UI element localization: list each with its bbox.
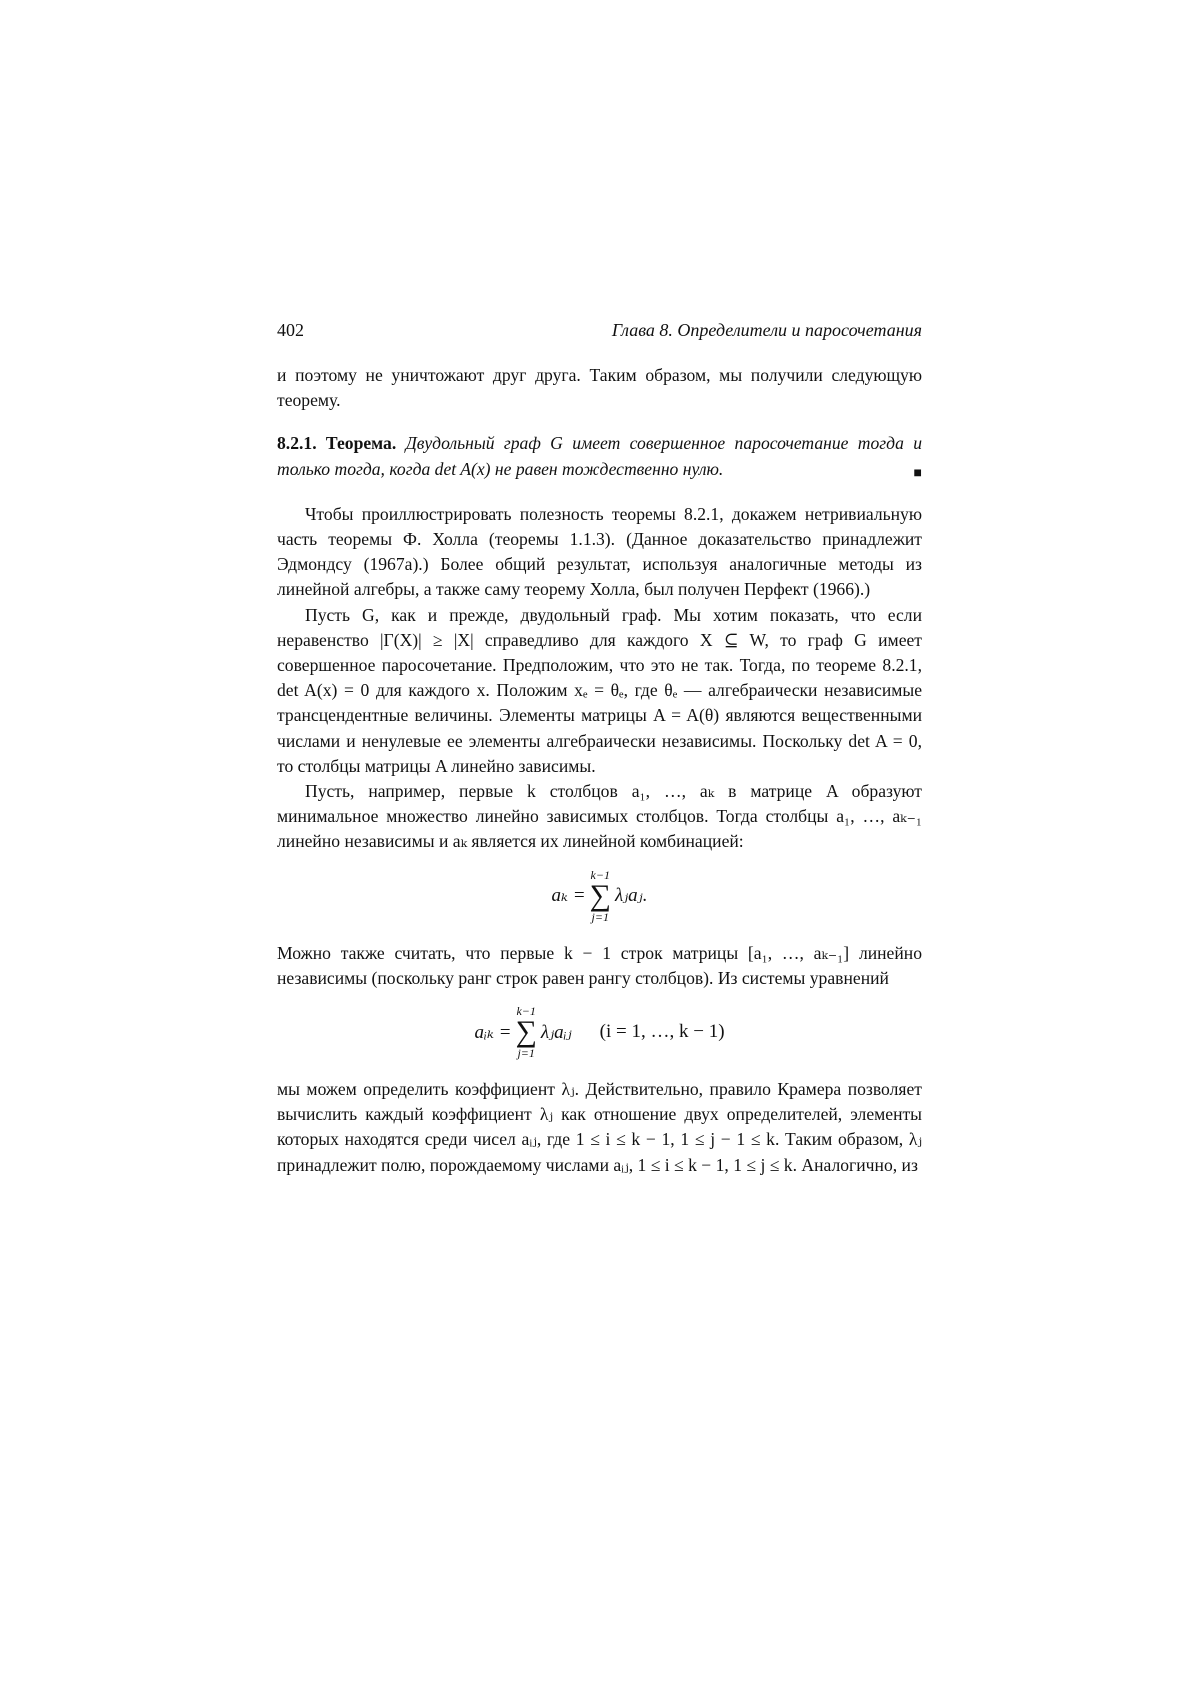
equation-2-rhs: λⱼaᵢⱼ bbox=[540, 1021, 572, 1043]
equation-1-lower-limit: j=1 bbox=[591, 909, 609, 924]
equation-2-upper-limit: k−1 bbox=[516, 1004, 536, 1019]
paragraph-6: мы можем определить коэффициент λⱼ. Действительно, правило Крамера позволяет вычислить каждый коэффициент λⱼ как отношение двух определителей, элементы которых находятся среди чисел aᵢⱼ, где 1 ≤ i ≤ k − 1, 1 ≤ j − 1 ≤ k. Таким образом, λⱼ принадлежит полю, порождаемому числами aᵢⱼ, 1 ≤ i ≤ k − 1, 1 ≤ j ≤ k. Аналогично, из bbox=[277, 1079, 922, 1175]
page-number: 402 bbox=[277, 320, 304, 340]
sigma-symbol: ∑ bbox=[515, 1015, 537, 1049]
equation-2-lhs: aᵢₖ = bbox=[474, 1021, 512, 1043]
equation-2-condition: (i = 1, …, k − 1) bbox=[599, 1021, 725, 1043]
sigma-symbol: ∑ bbox=[589, 878, 611, 912]
equation-1-sum bbox=[590, 869, 611, 923]
paragraph-4: Пусть, например, первые k столбцов a₁, …, aₖ в матрице A образуют минимальное множество линейно зависимых столбцов. Тогда столбцы a₁, …, aₖ₋₁ линейно независимы и aₖ является их линейной комбинацией: bbox=[277, 781, 922, 852]
paragraph-2: Чтобы проиллюстрировать полезность теоремы 8.2.1, докажем нетривиальную часть теоремы Ф. Холла (теоремы 1.1.3). (Данное доказательство принадлежит Эдмондсу (1967а).) Более общий результат, используя аналогичные методы из линейной алгебры, а также саму теорему Холла, был получен Перфект (1966).) bbox=[277, 503, 922, 600]
theorem-text: Двудольный граф G имеет совершенное паросочетание тогда и только тогда, когда det A(x) не равен тождественно нулю. bbox=[277, 433, 923, 479]
equation-2 bbox=[277, 1005, 922, 1059]
equation-1-upper-limit: k−1 bbox=[590, 867, 610, 882]
theorem-8-2-1 bbox=[277, 431, 922, 481]
equation-2-lower-limit: j=1 bbox=[517, 1046, 535, 1061]
qed-mark: ■ bbox=[913, 465, 922, 481]
running-title: Глава 8. Определители и паросочетания bbox=[611, 320, 922, 340]
equation-1-lhs: aₖ = bbox=[551, 885, 586, 907]
theorem-label: 8.2.1. Теорема. bbox=[277, 433, 397, 454]
paragraph-5: Можно также считать, что первые k − 1 строк матрицы [a₁, …, aₖ₋₁] линейно независимы (поскольку ранг строк равен рангу столбцов). Из системы уравнений bbox=[277, 942, 922, 988]
equation-2-sum bbox=[515, 1005, 536, 1059]
equation-1 bbox=[277, 869, 922, 923]
paragraph-1: и поэтому не уничтожают друг друга. Таким образом, мы получили следующую теорему. bbox=[277, 365, 922, 411]
equation-1-rhs: λⱼaⱼ. bbox=[614, 885, 648, 907]
page-body bbox=[277, 320, 922, 1178]
page-header bbox=[277, 320, 922, 341]
paragraph-3: Пусть G, как и прежде, двудольный граф. Мы хотим показать, что если неравенство |Γ(X)| ≥ |X| справедливо для каждого X ⊆ W, то граф G имеет совершенное паросочетание. Предположим, что это не так. Тогда, по теореме 8.2.1, det A(x) = 0 для каждого x. Положим xₑ = θₑ, где θₑ — алгебраически независимые трансцендентные величины. Элементы матрицы A = A(θ) являются вещественными числами и ненулевые ее элементы алгебраически независимы. Поскольку det A = 0, то столбцы матрицы A линейно зависимы. bbox=[277, 604, 922, 776]
